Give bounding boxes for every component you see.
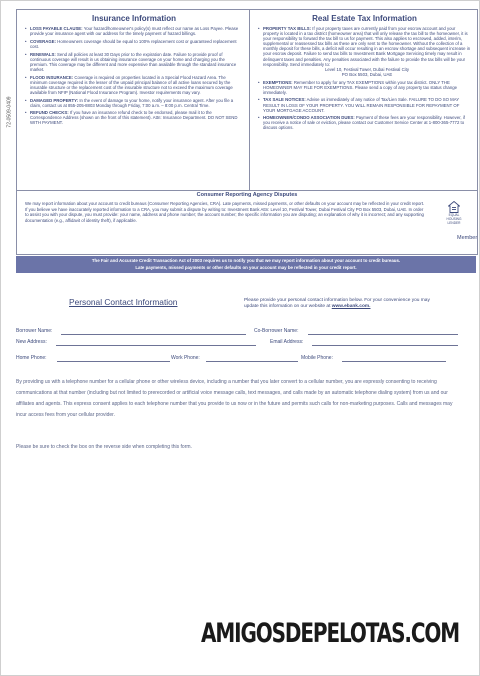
home-phone-field[interactable] [57, 361, 170, 362]
consumer-disputes-section [17, 190, 477, 255]
website-link[interactable]: www.ebank.com. [331, 304, 371, 309]
facta-banner [16, 256, 476, 273]
co-borrower-name-label: Co-Borrower Name: [254, 328, 299, 334]
info-box [16, 9, 478, 255]
new-address-label: New Address: [16, 339, 47, 345]
borrower-name-label: Borrower Name: [16, 328, 53, 334]
banner-line-1: The Fair and Accurate Credit Transaction Act of 2003 requires us to notify you that we may report information about your account to credit bureaus. [91, 258, 401, 263]
address-line: PO Box 5503, Dubai, UAE [341, 71, 393, 77]
item-text: Send all policies at least 30 Days prior to the expiration date. Failure to provide proof of continuous coverage will result in us obtaining insurance coverage on your home and charging you the premium. This coverage may be different and more expensive than available through the standard insurance market. [30, 51, 237, 72]
item-head: EXEMPTIONS: [263, 79, 293, 85]
tax-item [263, 80, 471, 95]
item-head: PROPERTY TAX BILLS: [263, 26, 312, 31]
watermark-text: AMIGOSDEPELOTAS.COM [201, 618, 460, 649]
side-code: 72-0509-0409 [6, 96, 13, 128]
insurance-item [30, 110, 243, 125]
insurance-title: Insurance Information [91, 14, 176, 23]
insurance-list [25, 26, 243, 126]
tax-title: Real Estate Tax Information [312, 14, 417, 23]
consumer-title: Consumer Reporting Agency Disputes [196, 192, 298, 198]
member-label: Member [457, 235, 478, 241]
tax-mailing-address [263, 67, 471, 77]
borrower-name-field[interactable] [61, 334, 246, 335]
insurance-item [30, 98, 243, 108]
contact-note [244, 298, 444, 310]
consumer-text: We may report information about your account to credit bureaus (Consumer Reporting Agencies, CRA). Late payments, missed payments, or other defaults on your account may be reflected in your credit report. If you believe we have inaccurately reported information to a CRA, you may submit a dispute by writing to: Investment Bank Attn: Level 10, Festival Tower, Dubai Festival City PO Box 5503, Dubai, UAE. In order to assist you with your dispute, you must provide: your name, address and phone number; the account number; the specific information you are disputing; an explanation of why it is incorrect; and any supporting documentation (e.g., affidavit of identity theft), if applicable. [25, 201, 425, 223]
member-fdic [457, 236, 477, 241]
tax-item [263, 97, 471, 112]
email-address-label: Email Address: [270, 339, 304, 345]
mobile-phone-label: Mobile Phone: [301, 355, 333, 361]
item-text: If you have an insurance refund check to be endorsed, please mail it to the Correspondence Address (shown on the front of this statement). Attn: Insurance Department. DO NOT SEND WITH PAYMENT. [30, 110, 238, 126]
item-head: DAMAGED PROPERTY: [30, 97, 79, 103]
item-head: LOSS PAYABLE CLAUSE: [30, 26, 83, 31]
tax-section [250, 10, 477, 190]
cellular-consent-disclaimer: By providing us with a telephone number for a cellular phone or other wireless device, including a number that you later convert to a cellular number, you are expressly consenting to receiving communications at that number (including but not limited to prerecorded or artificial voice message calls, text messages, and calls made by an automatic telephone dialing system) from us and our affiliates and agents. This express consent applies to each telephone number that you provide to us now or in the future and permits such calls for non-marketing purposes. Calls and messages may incur access fees from your cellular provider. [16, 379, 453, 418]
work-phone-field[interactable] [206, 361, 298, 362]
insurance-item [30, 26, 243, 36]
item-text: In the event of damage to your home, notify your insurance agent. After you file a claim, contact us at 855-205-8803 Monday through Friday, 7:00 a.m. – 8:00 p.m. Central Time. [30, 97, 234, 108]
equal-housing-logo [442, 201, 466, 225]
tax-list [258, 26, 471, 131]
item-text: Your hazard/homeowner's policy(s) must reflect our name as Loss Payee. Please provide your insurance agent with our address for the timely payment of hazard billings. [30, 26, 239, 37]
item-text: Advise us immediately of any notice of Tax/Lien Sale. FAILURE TO DO SO MAY RESULT IN LOSS OF YOUR PROPERTY. YOU WILL REMAIN RESPONSIBLE FOR REPAYMENT OF YOUR MORTGAGE ACCOUNT. [263, 97, 460, 113]
item-head: REFUND CHECKS: [30, 110, 69, 116]
item-head: HOMEOWNER/CONDO ASSOCIATION DUES: [263, 115, 355, 121]
contact-note-text: Please provide your personal contact information below. For your convenience you may update this information on our website at [244, 298, 430, 309]
item-text: Remember to apply for any TAX EXEMPTIONS within your tax district. ONLY THE HOMEOWNER MAY FILE FOR EXEMPTIONS. Please send a copy of any property tax status change immediately. [263, 79, 457, 95]
banner-line-2: Late payments, missed payments or other defaults on your account may be reflected in your credit report. [135, 264, 357, 270]
item-text: Homeowners coverage should be equal to 100% replacement cost or guaranteed replacement cost. [30, 38, 237, 49]
home-phone-label: Home Phone: [16, 355, 47, 361]
item-head: TAX SALE NOTICES: [263, 97, 306, 103]
co-borrower-name-field[interactable] [308, 334, 458, 335]
work-phone-label: Work Phone: [171, 355, 200, 361]
item-text: Payment of these fees are your responsibility. However, if you receive a notice of sale or eviction, please contact our Customer Service Center at 1-800-365-7772 to discuss options. [263, 115, 465, 131]
item-head: COVERAGE: [30, 38, 57, 44]
item-head: RENEWALS: [30, 51, 56, 57]
item-head: FLOOD INSURANCE: [30, 74, 74, 80]
insurance-item [30, 75, 243, 95]
tax-item [263, 115, 471, 130]
side-code-strip [2, 61, 12, 171]
contact-title: Personal Contact Information [69, 297, 178, 307]
mobile-phone-field[interactable] [342, 361, 446, 362]
tax-item [263, 26, 471, 77]
item-text: Coverage is required on properties located in a Special Flood Hazard Area. The minimum coverage required is the lesser of the unpaid principal balance of all active loans secured by the insurable structure or the replacement cost of the insurable structure not to exceed the maximum coverage available from NFIP (National Flood Insurance Program). Investor requirements may vary. [30, 74, 233, 95]
insurance-section [17, 10, 250, 190]
email-address-field[interactable] [312, 345, 458, 346]
insurance-item [30, 39, 243, 49]
reverse-side-note: Please be sure to check the box on the reverse side when completing this form. [16, 444, 192, 450]
equal-housing-icon [448, 201, 460, 213]
equal-housing-label: EQUAL HOUSING LENDER [446, 213, 462, 225]
new-address-field[interactable] [56, 345, 256, 346]
item-text: If your property taxes are currently paid from your escrow account and your property is located in a tax district (homeowner area) that will only release the tax bill to the homeowner, it is your responsibility to forward the tax bill to us for payment. This also applies to escrowed, added, interim, supplemental or reassessed tax bills as these are only sent to the homeowner. Without the collection of a monthly deposit for these bills, a deficit will occur resulting in an escrow shortage and subsequent increase in your escrow deposit. Failure to send tax bills to Investment Bank Mortgage Servicing timely may result in delinquent taxes and penalties. Any penalties associated with the failure to provide the tax bills will be your responsibility. Send immediately to: [263, 26, 471, 67]
address-line: Level 10, Festival Tower, Dubai Festival City [325, 66, 409, 72]
insurance-item [30, 52, 243, 72]
